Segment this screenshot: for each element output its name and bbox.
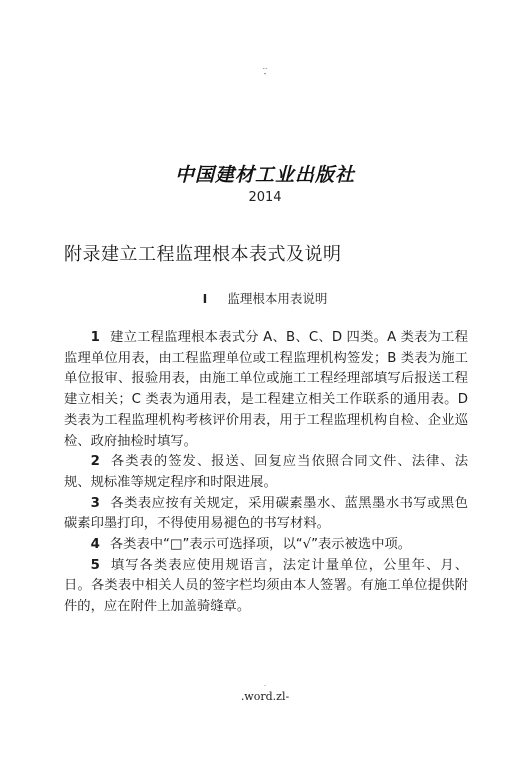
publication-year: 2014 <box>248 190 282 205</box>
paragraph-text: 填写各类表应使用规语言，法定计量单位，公里年、月、日。各类表中相关人员的签字栏均须由本人签署。有施工单位提供附件的，应在附件上加盖骑缝章。 <box>64 557 468 615</box>
footer-dot: . <box>264 681 266 688</box>
paragraph-text: 各类表的签发、报送、回复应当依照合同文件、法律、法规、规标准等规定程序和时限进展。 <box>64 454 468 490</box>
paragraph-2 <box>64 452 468 493</box>
paragraph-text: 建立工程监理根本表式分 A、B、C、D 四类。A 类表为工程监理单位用表，由工程监理单位或工程监理机构签发；B 类表为施工单位报审、报验用表，由施工单位或施工工程经理部填写后报送工程建立相关；C 类表为通用表，是工程建立相关工作联系的通用表。D 类表为工程监理机构考核评价用表，用于工程监理机构自检、企业巡检、政府抽检时填写。 <box>64 330 468 449</box>
paragraph-number: 2 <box>90 454 100 470</box>
paragraph-text: 各类表中“□”表示可选择项，以“√”表示被选中项。 <box>109 537 412 553</box>
paragraph-number: 5 <box>90 557 100 573</box>
paragraph-3 <box>64 494 468 535</box>
paragraph-4 <box>64 535 468 556</box>
page-footer: .word.zl- <box>240 690 290 703</box>
publisher-logo: 中国建材工业出版社 <box>174 164 355 186</box>
header-mark-bottom: - <box>263 70 267 78</box>
section-heading <box>0 289 530 307</box>
paragraph-number: 1 <box>90 330 100 345</box>
header-mark-top: .. <box>262 63 268 71</box>
paragraph-1 <box>64 328 468 452</box>
paragraph-number: 4 <box>90 537 100 553</box>
document-title: 附录建立工程监理根本表式及说明 <box>64 244 342 265</box>
body-text <box>64 328 468 618</box>
section-title: 监理根本用表说明 <box>227 291 328 306</box>
paragraph-5 <box>64 556 468 618</box>
section-number: I <box>202 291 208 306</box>
paragraph-text: 各类表应按有关规定，采用碳素墨水、蓝黑墨水书写或黑色碳素印墨打印，不得使用易褪色的书写材料。 <box>64 495 468 532</box>
paragraph-number: 3 <box>90 495 100 511</box>
